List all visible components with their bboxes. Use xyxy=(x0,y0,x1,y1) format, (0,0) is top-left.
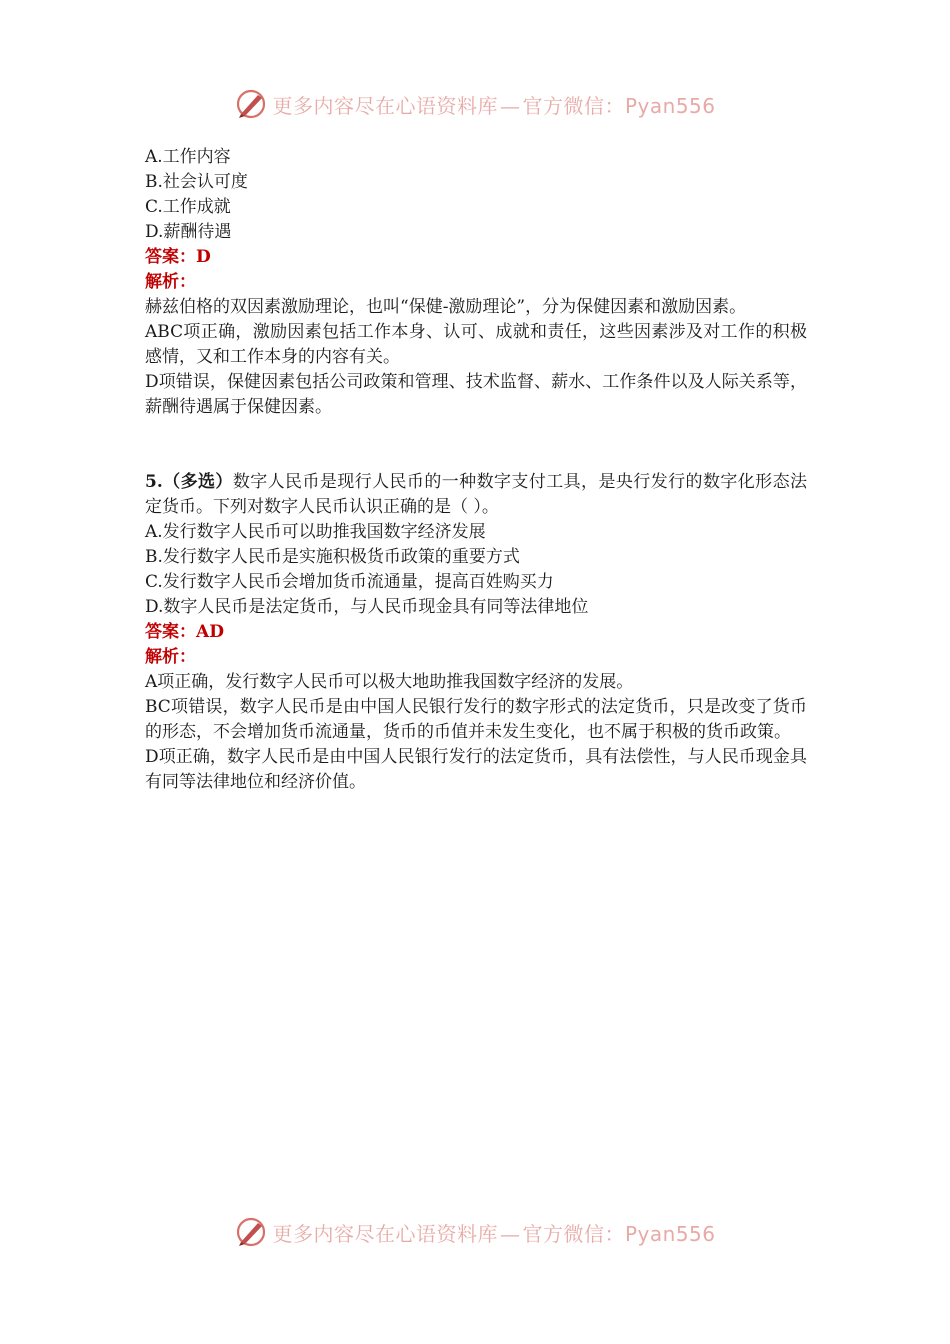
question-5-block xyxy=(145,470,807,795)
q5-analysis-2: BC项错误，数字人民币是由中国人民银行发行的数字形式的法定货币，只是改变了货币的形态，不会增加货币流通量，货币的币值并未发生变化，也不属于积极的货币政策。 xyxy=(145,697,807,742)
q4-answer: 答案：D xyxy=(145,247,211,267)
question-spacer xyxy=(145,420,807,470)
banner-wechat-id: Pyan556 xyxy=(624,93,716,118)
q4-analysis-3: D项错误，保健因素包括公司政策和管理、技术监督、薪水、工作条件以及人际关系等，薪酬待遇属于保健因素。 xyxy=(145,372,807,417)
q4-analysis-1: 赫兹伯格的双因素激励理论，也叫“保健-激励理论”，分为保健因素和激励因素。 xyxy=(145,297,747,317)
q5-option-c: C.发行数字人民币会增加货币流通量，提高百姓购买力 xyxy=(145,572,554,592)
banner-separator: — xyxy=(499,1221,521,1246)
q4-option-d: D.薪酬待遇 xyxy=(145,222,232,242)
q4-analysis-2: ABC项正确，激励因素包括工作本身、认可、成就和责任，这些因素涉及对工作的积极感情，又和工作本身的内容有关。 xyxy=(145,322,807,367)
q5-analysis-label: 解析： xyxy=(145,647,196,667)
question-4-block xyxy=(145,145,807,420)
pen-circle-logo xyxy=(234,87,268,121)
pen-circle-logo xyxy=(234,1215,268,1249)
document-body xyxy=(145,145,807,795)
q5-analysis-1: A项正确，发行数字人民币可以极大地助推我国数字经济的发展。 xyxy=(145,672,634,692)
q5-option-b: B.发行数字人民币是实施积极货币政策的重要方式 xyxy=(145,547,520,567)
banner-text xyxy=(272,1218,715,1247)
header-banner xyxy=(0,84,950,124)
banner-wechat-label: 官方微信： xyxy=(522,1221,625,1246)
q5-stem: 数字人民币是现行人民币的一种数字支付工具，是央行发行的数字化形态法定货币。下列对数字人民币认识正确的是（ ）。 xyxy=(145,472,808,517)
footer-banner xyxy=(0,1212,950,1252)
banner-wechat-label: 官方微信： xyxy=(522,93,625,118)
banner-title: 更多内容尽在心语资料库 xyxy=(272,93,498,118)
q4-option-b: B.社会认可度 xyxy=(145,172,248,192)
banner-title: 更多内容尽在心语资料库 xyxy=(272,1221,498,1246)
banner-text xyxy=(272,90,715,119)
q5-number: 5.（多选） xyxy=(145,472,233,492)
q4-option-a: A.工作内容 xyxy=(145,147,231,167)
q5-stem-paragraph xyxy=(145,470,807,520)
q5-option-a: A.发行数字人民币可以助推我国数字经济发展 xyxy=(145,522,486,542)
banner-wechat-id: Pyan556 xyxy=(624,1221,716,1246)
banner-separator: — xyxy=(499,93,521,118)
q4-analysis-label: 解析： xyxy=(145,272,196,292)
q5-analysis-3: D项正确，数字人民币是由中国人民银行发行的法定货币，具有法偿性，与人民币现金具有同等法律地位和经济价值。 xyxy=(145,747,807,792)
q4-option-c: C.工作成就 xyxy=(145,197,231,217)
q5-option-d: D.数字人民币是法定货币，与人民币现金具有同等法律地位 xyxy=(145,597,589,617)
q5-answer: 答案：AD xyxy=(145,622,224,642)
